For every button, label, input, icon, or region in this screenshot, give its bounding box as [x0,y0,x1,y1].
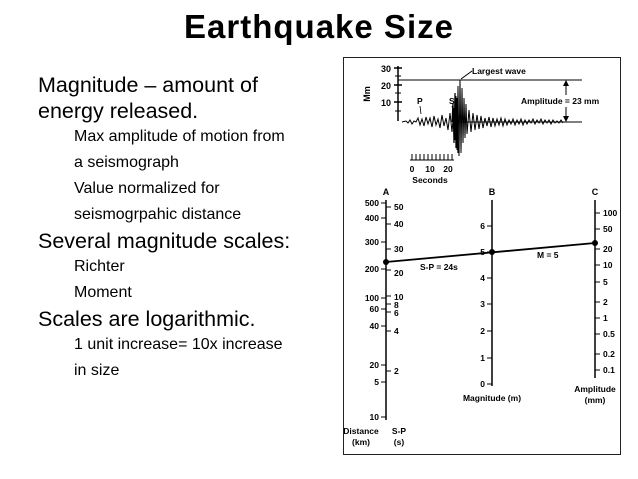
magnitude-ticks [480,221,492,389]
svg-text:0.1: 0.1 [603,365,615,375]
distance-unit-label: (km) [352,437,370,447]
svg-text:20: 20 [369,360,379,370]
largest-wave-pointer [461,71,472,79]
sub-bullet-normalized-line2: seismogrpahic distance [74,206,242,223]
svg-text:5: 5 [374,377,379,387]
slide-title: Earthquake Size [184,8,454,45]
svg-text:0: 0 [480,379,485,389]
svg-text:0.2: 0.2 [603,349,615,359]
sub-bullet-max-amplitude-line1: Max amplitude of motion from [74,128,285,145]
sp-annotation: S-P = 24s [420,262,458,272]
bullet-list [38,72,338,384]
m-annotation: M = 5 [537,250,559,260]
arrow-head-down [563,116,569,122]
time-tick-label: 20 [443,164,453,174]
svg-text:10: 10 [394,292,404,302]
svg-text:20: 20 [603,244,613,254]
svg-text:10: 10 [369,412,379,422]
amplitude-ticks [595,208,617,375]
sub-bullet-unit-increase-line2: in size [74,362,120,379]
svg-text:40: 40 [369,321,379,331]
bullet-scales: Several magnitude scales: [38,229,291,253]
point-magnitude [489,249,495,255]
sp-label: S-P [391,426,407,436]
svg-text:100: 100 [603,208,618,218]
svg-text:1: 1 [480,353,485,363]
amplitude-unit-label: (mm) [584,395,606,405]
svg-text:2: 2 [394,366,399,376]
svg-text:1: 1 [603,313,608,323]
svg-text:10: 10 [603,260,613,270]
time-axis-label: Seconds [412,175,448,185]
magnitude-nomogram-figure [343,57,621,455]
svg-text:2: 2 [603,297,608,307]
p-wave-pointer [420,106,421,114]
svg-text:3: 3 [480,299,485,309]
seismogram-trace [402,80,563,156]
amplitude-label: Amplitude = 23 mm [521,96,600,106]
sub-bullet-unit-increase-line1: 1 unit increase= 10x increase [74,336,283,353]
column-a-label: A [382,187,390,197]
sub-bullet-richter: Richter [74,258,125,275]
bullet-magnitude-line1: Magnitude – amount of [38,73,258,97]
svg-text:50: 50 [394,202,404,212]
column-b-label: B [488,187,496,197]
sub-bullet-moment: Moment [74,284,132,301]
seismogram [362,64,614,185]
column-c-label: C [591,187,599,197]
distance-label: Distance [344,426,379,436]
svg-text:6: 6 [394,308,399,318]
point-distance [383,259,389,265]
largest-wave-label: Largest wave [472,66,526,76]
svg-text:50: 50 [603,224,613,234]
svg-text:500: 500 [364,198,379,208]
sub-bullet-normalized-line1: Value normalized for [74,180,220,197]
svg-text:100: 100 [364,293,379,303]
svg-text:40: 40 [394,219,404,229]
svg-text:4: 4 [480,273,485,283]
time-tick-label: 10 [425,164,435,174]
svg-text:60: 60 [369,304,379,314]
svg-text:4: 4 [394,326,399,336]
svg-text:200: 200 [364,264,379,274]
nomogram [344,187,617,447]
svg-text:20: 20 [394,268,404,278]
svg-text:30: 30 [394,244,404,254]
distance-ticks [365,198,386,422]
s-wave-label: S [449,96,455,106]
y-axis-label: Mm [362,86,372,102]
svg-text:5: 5 [603,277,608,287]
time-tick-label: 0 [409,164,415,174]
svg-text:6: 6 [480,221,485,231]
svg-text:300: 300 [364,237,379,247]
sp-unit-label: (s) [393,437,405,447]
svg-text:2: 2 [480,326,485,336]
sub-bullet-max-amplitude-line2: a seismograph [74,154,179,171]
svg-text:8: 8 [394,300,399,310]
bullet-magnitude-line2: energy released. [38,99,199,123]
svg-text:400: 400 [364,213,379,223]
bullet-logarithmic: Scales are logarithmic. [38,307,256,331]
y-tick-label: 10 [380,98,391,108]
arrow-head-up [563,80,569,86]
svg-text:0.5: 0.5 [603,329,615,339]
sp-ticks [386,202,404,376]
nomogram-svg [344,58,620,454]
svg-text:5: 5 [480,247,485,257]
y-tick-label: 20 [380,81,391,91]
point-amplitude [592,240,598,246]
amplitude-label: Amplitude [574,384,616,394]
y-tick-label: 30 [380,64,391,74]
magnitude-label: Magnitude (m) [462,393,522,403]
p-wave-label: P [417,96,423,106]
